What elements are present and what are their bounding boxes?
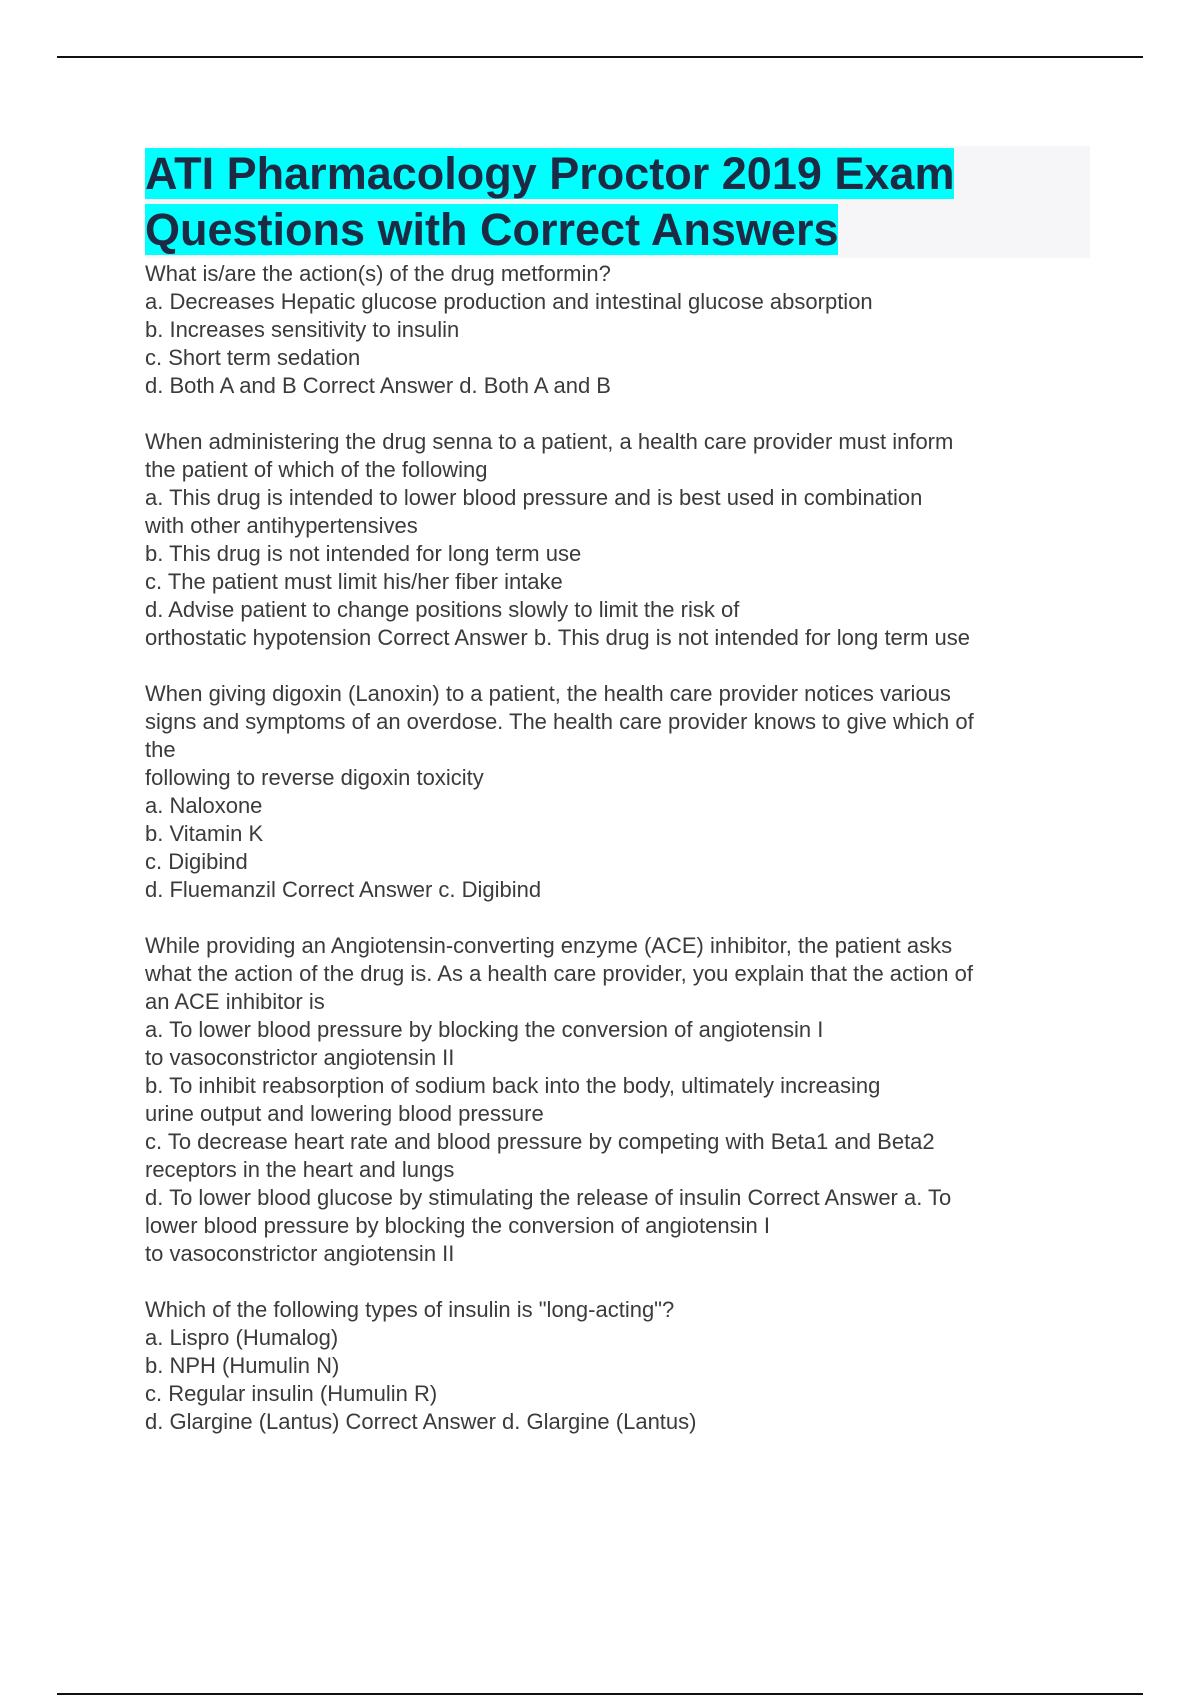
question-block: [145, 428, 1090, 652]
question-line: b. NPH (Humulin N): [145, 1353, 340, 1378]
document-body: [145, 146, 1090, 1464]
question-block: [145, 932, 1090, 1268]
question-line: d. Both A and B Correct Answer d. Both A and B: [145, 373, 611, 398]
question-line: orthostatic hypotension Correct Answer b. This drug is not intended for long term use: [145, 625, 971, 650]
top-rule: [57, 56, 1143, 58]
question-line: c. To decrease heart rate and blood pressure by competing with Beta1 and Beta2: [145, 1129, 935, 1154]
question-line: c. The patient must limit his/her fiber intake: [145, 569, 563, 594]
question-line: b. To inhibit reabsorption of sodium back into the body, ultimately increasing: [145, 1073, 881, 1098]
question-line: d. To lower blood glucose by stimulating the release of insulin Correct Answer a. To: [145, 1185, 952, 1210]
question-block: [145, 1296, 1090, 1436]
question-text: What is/are the action(s) of the drug metformin?: [145, 261, 611, 286]
question-line: d. Fluemanzil Correct Answer c. Digibind: [145, 877, 542, 902]
question-line: c. Short term sedation: [145, 345, 361, 370]
question-line: a. Naloxone: [145, 793, 263, 818]
title-block: [145, 146, 1090, 258]
question-line: urine output and lowering blood pressure: [145, 1101, 544, 1126]
title-line-2: Questions with Correct Answers: [145, 204, 839, 255]
question-line: a. This drug is intended to lower blood pressure and is best used in combination: [145, 485, 923, 510]
question-line: d. Glargine (Lantus) Correct Answer d. Glargine (Lantus): [145, 1409, 697, 1434]
question-line: d. Advise patient to change positions slowly to limit the risk of: [145, 597, 740, 622]
question-line: the: [145, 737, 176, 762]
question-line: c. Regular insulin (Humulin R): [145, 1381, 438, 1406]
question-line: c. Digibind: [145, 849, 248, 874]
question-text: When administering the drug senna to a patient, a health care provider must inform: [145, 429, 954, 454]
question-line: b. Vitamin K: [145, 821, 264, 846]
question-line: to vasoconstrictor angiotensin II: [145, 1241, 455, 1266]
question-block: [145, 680, 1090, 904]
question-line: lower blood pressure by blocking the conversion of angiotensin I: [145, 1213, 770, 1238]
question-line: receptors in the heart and lungs: [145, 1157, 455, 1182]
question-list: [145, 260, 1090, 1436]
bottom-rule: [57, 1693, 1143, 1695]
question-text: Which of the following types of insulin is "long-acting"?: [145, 1297, 675, 1322]
question-line: what the action of the drug is. As a health care provider, you explain that the action of: [145, 961, 973, 986]
question-line: signs and symptoms of an overdose. The health care provider knows to give which of: [145, 709, 974, 734]
question-line: a. Lispro (Humalog): [145, 1325, 339, 1350]
question-line: b. Increases sensitivity to insulin: [145, 317, 460, 342]
question-line: with other antihypertensives: [145, 513, 418, 538]
question-line: following to reverse digoxin toxicity: [145, 765, 484, 790]
page-title: [145, 146, 1090, 258]
question-line: an ACE inhibitor is: [145, 989, 325, 1014]
question-text: While providing an Angiotensin-converting enzyme (ACE) inhibitor, the patient asks: [145, 933, 953, 958]
question-line: to vasoconstrictor angiotensin II: [145, 1045, 455, 1070]
question-line: a. Decreases Hepatic glucose production and intestinal glucose absorption: [145, 289, 873, 314]
question-line: the patient of which of the following: [145, 457, 488, 482]
question-text: When giving digoxin (Lanoxin) to a patient, the health care provider notices various: [145, 681, 951, 706]
question-line: b. This drug is not intended for long term use: [145, 541, 582, 566]
title-line-1: ATI Pharmacology Proctor 2019 Exam: [145, 148, 955, 199]
question-block: [145, 260, 1090, 400]
question-line: a. To lower blood pressure by blocking the conversion of angiotensin I: [145, 1017, 824, 1042]
